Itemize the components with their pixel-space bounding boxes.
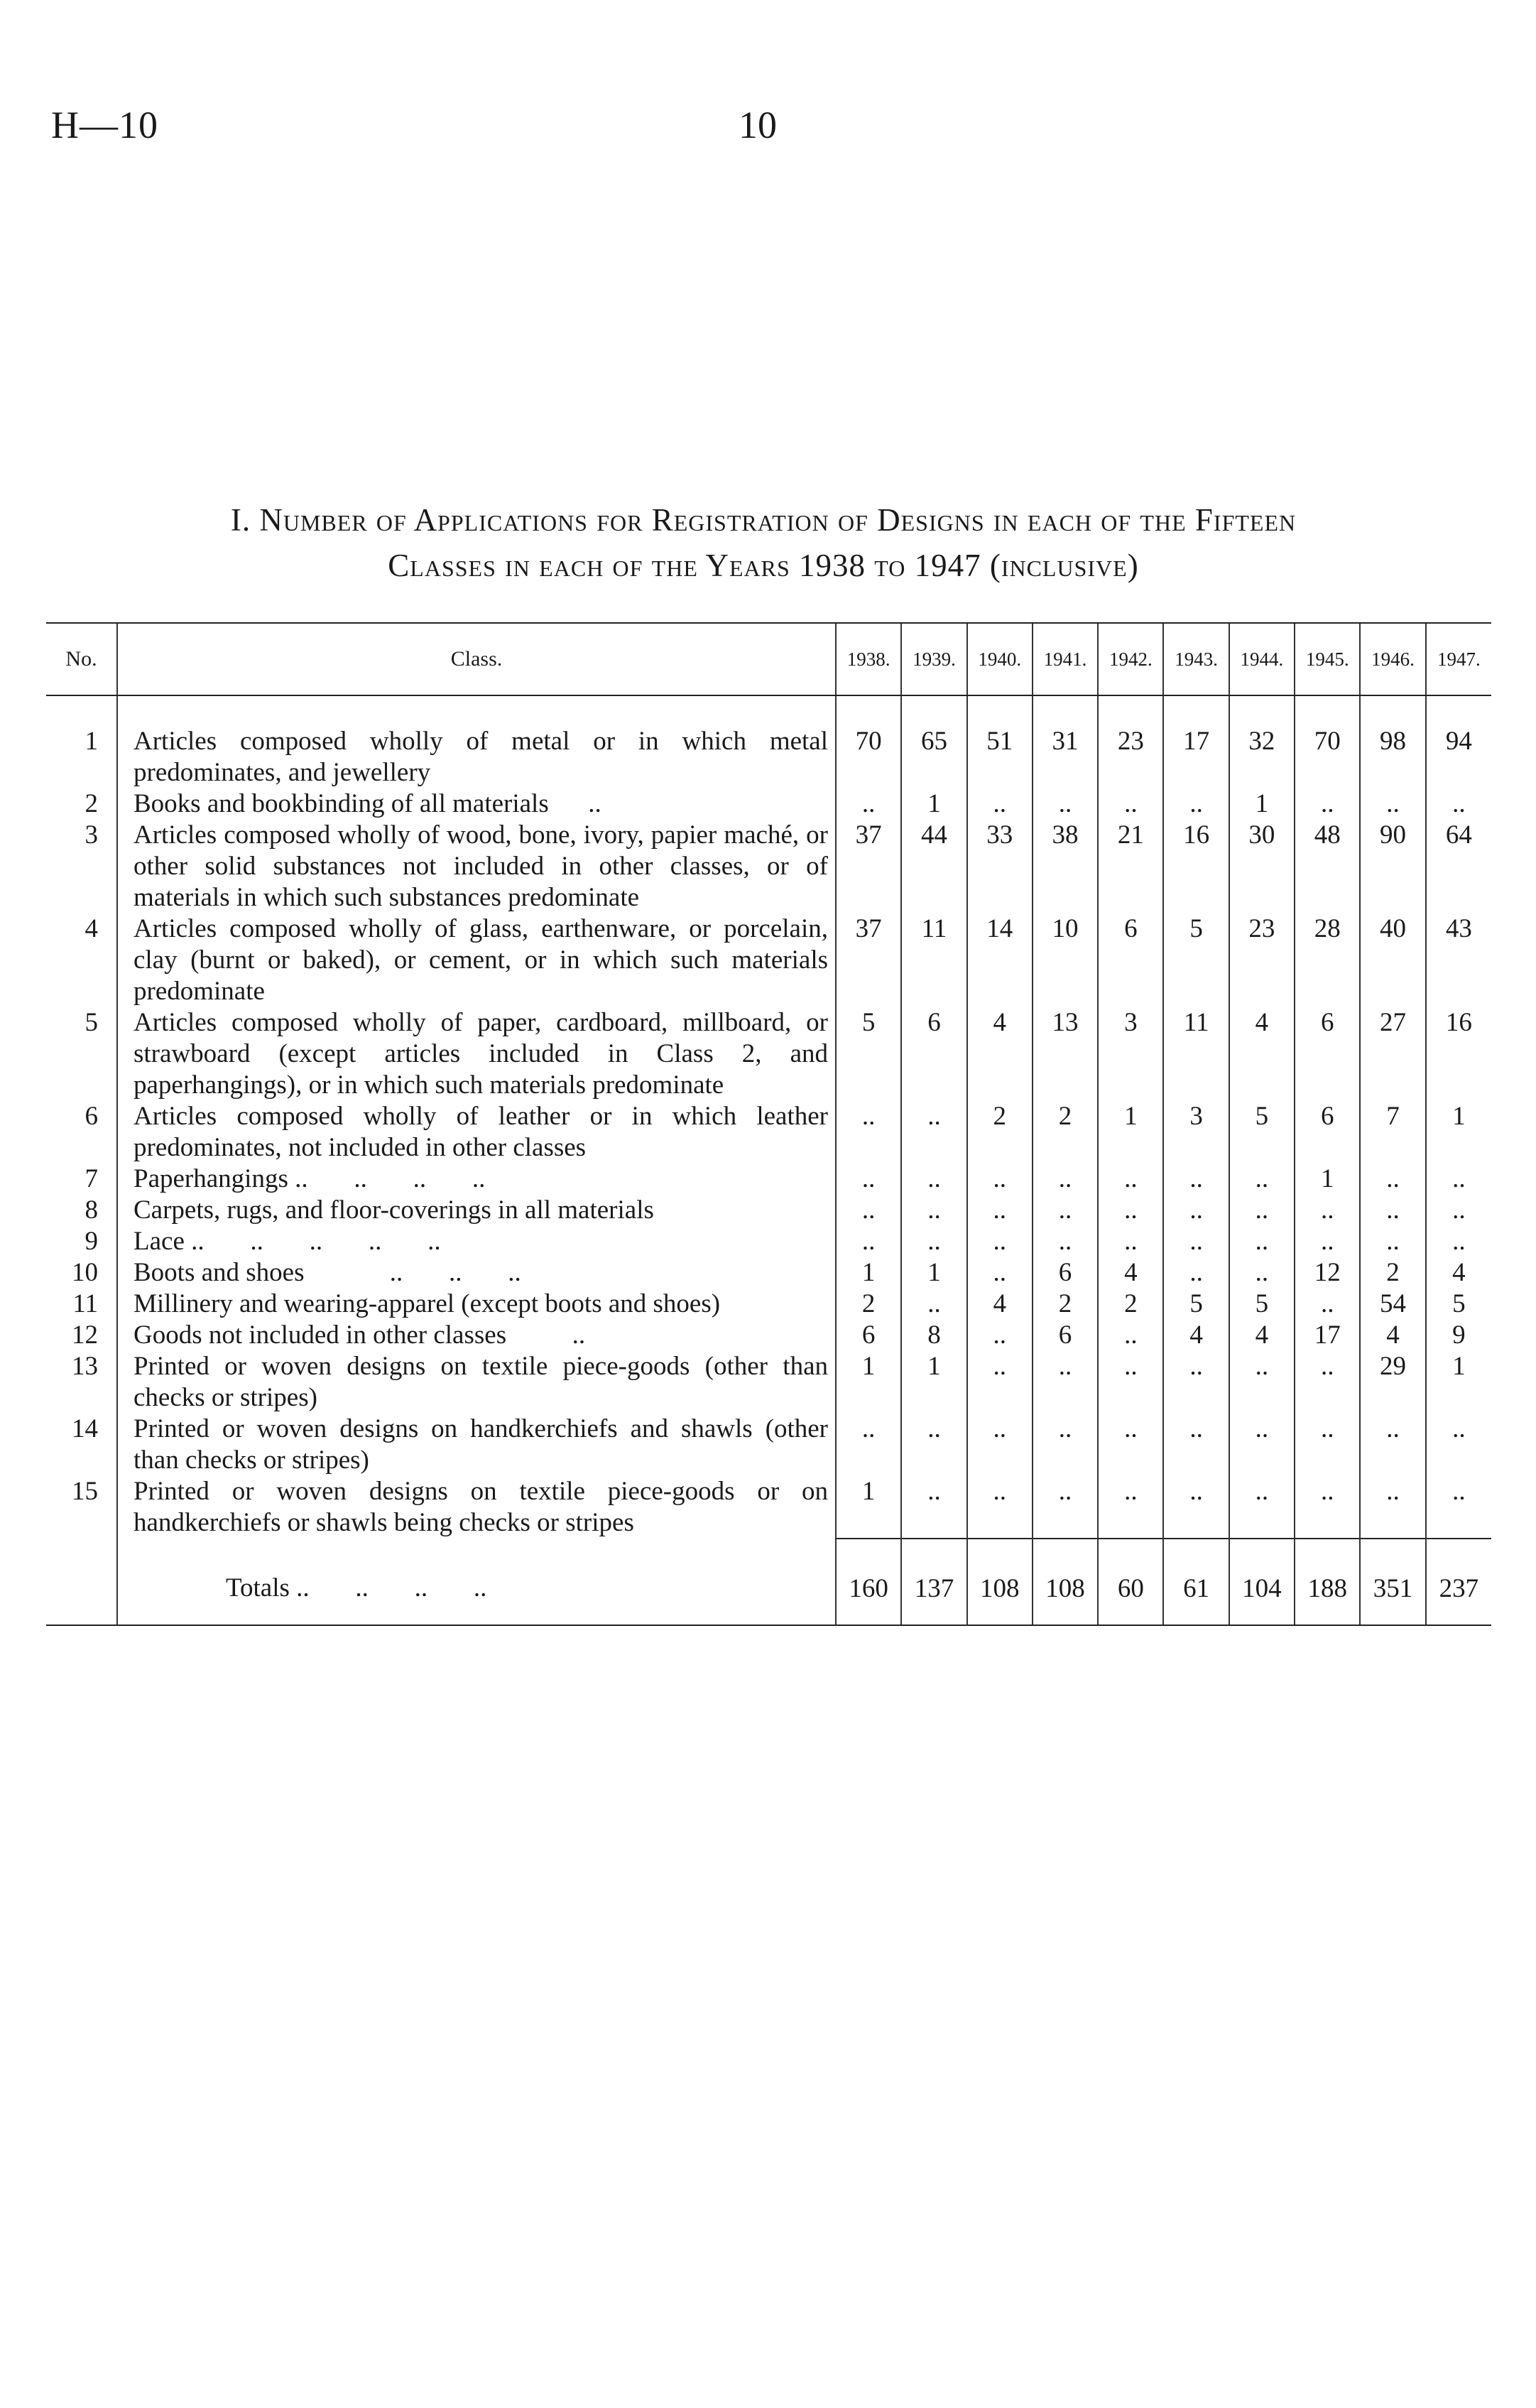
class-description: Articles composed wholly of wood, bone, ivory, papier maché, or other solid substances not included in other classes, or of materials in which such substances predominate bbox=[117, 820, 836, 913]
header-year: 1945. bbox=[1295, 623, 1360, 695]
year-value: .. bbox=[1163, 788, 1229, 820]
table-row bbox=[46, 1226, 1491, 1257]
year-value: 9 bbox=[1426, 1320, 1491, 1351]
year-value: .. bbox=[1295, 1476, 1360, 1539]
row-number: 12 bbox=[72, 1320, 98, 1350]
class-description: Articles composed wholly of glass, earthenware, or porcelain, clay (burnt or baked), or cement, or in which such materials predominate bbox=[117, 913, 836, 1007]
year-value: .. bbox=[1360, 788, 1425, 820]
year-value: .. bbox=[1098, 788, 1163, 820]
year-value: .. bbox=[967, 1226, 1033, 1257]
year-value: .. bbox=[901, 1414, 966, 1476]
year-value: .. bbox=[1426, 1164, 1491, 1195]
totals-row bbox=[46, 1539, 1491, 1625]
year-value: .. bbox=[967, 1164, 1033, 1195]
class-description: Articles composed wholly of leather or in which leather predominates, not included in other classes bbox=[117, 1101, 836, 1164]
totals-value: 237 bbox=[1426, 1539, 1491, 1625]
year-value: .. bbox=[1098, 1226, 1163, 1257]
table-body bbox=[46, 695, 1491, 1625]
year-value: .. bbox=[836, 788, 901, 820]
row-number: 7 bbox=[85, 1164, 98, 1193]
class-description: Printed or woven designs on textile piece-goods (other than checks or stripes) bbox=[117, 1351, 836, 1414]
year-value: 1 bbox=[1426, 1351, 1491, 1414]
year-value: .. bbox=[1033, 1351, 1098, 1414]
year-value: .. bbox=[1295, 1289, 1360, 1320]
year-value: .. bbox=[1163, 1414, 1229, 1476]
year-value: 33 bbox=[967, 820, 1033, 913]
table-row bbox=[46, 788, 1491, 820]
year-value: 6 bbox=[1098, 913, 1163, 1007]
year-value: 7 bbox=[1360, 1101, 1425, 1164]
year-value: .. bbox=[1295, 1351, 1360, 1414]
table-row bbox=[46, 1289, 1491, 1320]
page-id: H—10 bbox=[51, 104, 158, 146]
year-value: 70 bbox=[1295, 695, 1360, 788]
year-value: 5 bbox=[1163, 1289, 1229, 1320]
class-description: Lace .. .. .. .. .. bbox=[117, 1226, 836, 1257]
class-description: Printed or woven designs on textile piece-goods or on handkerchiefs or shawls being checks or stripes bbox=[117, 1476, 836, 1539]
year-value: 5 bbox=[1229, 1289, 1295, 1320]
header-year: 1941. bbox=[1033, 623, 1098, 695]
year-value: 11 bbox=[1163, 1007, 1229, 1101]
year-value: 31 bbox=[1033, 695, 1098, 788]
year-value: .. bbox=[836, 1195, 901, 1226]
totals-value: 61 bbox=[1163, 1539, 1229, 1625]
year-value: 4 bbox=[1229, 1007, 1295, 1101]
year-value: 37 bbox=[836, 913, 901, 1007]
table-row bbox=[46, 1476, 1491, 1539]
year-value: 1 bbox=[1426, 1101, 1491, 1164]
table-row bbox=[46, 1414, 1491, 1476]
year-value: 29 bbox=[1360, 1351, 1425, 1414]
year-value: .. bbox=[1098, 1414, 1163, 1476]
year-value: .. bbox=[1360, 1164, 1425, 1195]
year-value: 1 bbox=[836, 1351, 901, 1414]
year-value: 2 bbox=[967, 1101, 1033, 1164]
year-value: 6 bbox=[1295, 1101, 1360, 1164]
year-value: 11 bbox=[901, 913, 966, 1007]
year-value: 90 bbox=[1360, 820, 1425, 913]
year-value: 98 bbox=[1360, 695, 1425, 788]
year-value: 2 bbox=[1360, 1257, 1425, 1289]
year-value: 1 bbox=[1229, 788, 1295, 820]
year-value: .. bbox=[1295, 1414, 1360, 1476]
totals-number-cell bbox=[46, 1539, 117, 1625]
year-value: 43 bbox=[1426, 913, 1491, 1007]
year-value: .. bbox=[1163, 1226, 1229, 1257]
table-row bbox=[46, 913, 1491, 1007]
year-value: .. bbox=[1033, 1226, 1098, 1257]
table-row bbox=[46, 820, 1491, 913]
year-value: 2 bbox=[1033, 1101, 1098, 1164]
year-value: 94 bbox=[1426, 695, 1491, 788]
year-value: 1 bbox=[901, 1257, 966, 1289]
year-value: .. bbox=[836, 1164, 901, 1195]
totals-value: 108 bbox=[1033, 1539, 1098, 1625]
header-year: 1938. bbox=[836, 623, 901, 695]
table-header-row bbox=[46, 623, 1491, 695]
year-value: 1 bbox=[901, 788, 966, 820]
year-value: 4 bbox=[1163, 1320, 1229, 1351]
year-value: .. bbox=[967, 1257, 1033, 1289]
year-value: .. bbox=[901, 1226, 966, 1257]
header-year: 1944. bbox=[1229, 623, 1295, 695]
table-row bbox=[46, 1007, 1491, 1101]
year-value: .. bbox=[1098, 1164, 1163, 1195]
year-value: .. bbox=[1229, 1351, 1295, 1414]
year-value: 16 bbox=[1426, 1007, 1491, 1101]
year-value: 51 bbox=[967, 695, 1033, 788]
year-value: .. bbox=[901, 1289, 966, 1320]
totals-value: 351 bbox=[1360, 1539, 1425, 1625]
year-value: 1 bbox=[1295, 1164, 1360, 1195]
year-value: 4 bbox=[1426, 1257, 1491, 1289]
year-value: .. bbox=[967, 1476, 1033, 1539]
year-value: 70 bbox=[836, 695, 901, 788]
row-number: 2 bbox=[85, 789, 98, 818]
year-value: .. bbox=[1163, 1476, 1229, 1539]
row-number: 1 bbox=[85, 727, 98, 756]
page-number: 10 bbox=[739, 104, 777, 146]
row-number: 8 bbox=[85, 1195, 98, 1225]
year-value: 3 bbox=[1098, 1007, 1163, 1101]
year-value: 1 bbox=[836, 1257, 901, 1289]
year-value: 6 bbox=[1295, 1007, 1360, 1101]
year-value: .. bbox=[836, 1101, 901, 1164]
year-value: 37 bbox=[836, 820, 901, 913]
year-value: .. bbox=[901, 1476, 966, 1539]
year-value: .. bbox=[1295, 788, 1360, 820]
table-row bbox=[46, 1320, 1491, 1351]
year-value: 40 bbox=[1360, 913, 1425, 1007]
year-value: .. bbox=[1426, 1226, 1491, 1257]
table-title-line-1: I. Number of Applications for Registration of Designs in each of the Fifteen bbox=[230, 502, 1297, 538]
year-value: 32 bbox=[1229, 695, 1295, 788]
bottom-rule bbox=[46, 1625, 1491, 1626]
header-no: No. bbox=[46, 623, 117, 695]
table-row bbox=[46, 1351, 1491, 1414]
year-value: 54 bbox=[1360, 1289, 1425, 1320]
year-value: .. bbox=[1229, 1414, 1295, 1476]
row-number: 3 bbox=[85, 820, 98, 850]
year-value: .. bbox=[1163, 1164, 1229, 1195]
year-value: .. bbox=[1033, 1195, 1098, 1226]
year-value: .. bbox=[836, 1414, 901, 1476]
row-number: 14 bbox=[72, 1414, 98, 1443]
class-description: Boots and shoes .. .. .. bbox=[117, 1257, 836, 1289]
year-value: .. bbox=[1033, 1414, 1098, 1476]
row-number: 15 bbox=[72, 1477, 98, 1506]
table-row bbox=[46, 1195, 1491, 1226]
year-value: .. bbox=[1033, 788, 1098, 820]
year-value: 5 bbox=[1426, 1289, 1491, 1320]
year-value: .. bbox=[1033, 1476, 1098, 1539]
year-value: 8 bbox=[901, 1320, 966, 1351]
year-value: 64 bbox=[1426, 820, 1491, 913]
totals-value: 160 bbox=[836, 1539, 901, 1625]
year-value: .. bbox=[1163, 1351, 1229, 1414]
class-description: Books and bookbinding of all materials .. bbox=[117, 788, 836, 820]
year-value: 3 bbox=[1163, 1101, 1229, 1164]
year-value: .. bbox=[901, 1101, 966, 1164]
year-value: .. bbox=[1229, 1195, 1295, 1226]
year-value: 48 bbox=[1295, 820, 1360, 913]
year-value: .. bbox=[1229, 1257, 1295, 1289]
header-year: 1942. bbox=[1098, 623, 1163, 695]
year-value: 2 bbox=[1033, 1289, 1098, 1320]
row-number: 5 bbox=[85, 1008, 98, 1037]
year-value: .. bbox=[967, 788, 1033, 820]
year-value: .. bbox=[1098, 1476, 1163, 1539]
year-value: 6 bbox=[1033, 1257, 1098, 1289]
table-row bbox=[46, 1164, 1491, 1195]
year-value: .. bbox=[836, 1226, 901, 1257]
year-value: .. bbox=[1098, 1320, 1163, 1351]
designs-table bbox=[46, 622, 1491, 1625]
year-value: .. bbox=[1426, 1195, 1491, 1226]
year-value: 17 bbox=[1295, 1320, 1360, 1351]
year-value: .. bbox=[1098, 1195, 1163, 1226]
header-year: 1947. bbox=[1426, 623, 1491, 695]
year-value: .. bbox=[967, 1320, 1033, 1351]
row-number: 9 bbox=[85, 1227, 98, 1256]
year-value: .. bbox=[1360, 1195, 1425, 1226]
class-description: Goods not included in other classes .. bbox=[117, 1320, 836, 1351]
year-value: 12 bbox=[1295, 1257, 1360, 1289]
year-value: .. bbox=[1360, 1476, 1425, 1539]
year-value: 65 bbox=[901, 695, 966, 788]
totals-value: 108 bbox=[967, 1539, 1033, 1625]
year-value: .. bbox=[967, 1351, 1033, 1414]
year-value: 1 bbox=[1098, 1101, 1163, 1164]
totals-value: 137 bbox=[901, 1539, 966, 1625]
year-value: 5 bbox=[836, 1007, 901, 1101]
class-description: Articles composed wholly of paper, cardboard, millboard, or strawboard (except articles included in Class 2, and paperhangings), or in which such materials predominate bbox=[117, 1007, 836, 1101]
class-description: Carpets, rugs, and floor-coverings in all materials bbox=[117, 1195, 836, 1226]
year-value: .. bbox=[1163, 1195, 1229, 1226]
year-value: .. bbox=[1229, 1476, 1295, 1539]
year-value: 4 bbox=[1360, 1320, 1425, 1351]
year-value: 1 bbox=[901, 1351, 966, 1414]
year-value: .. bbox=[1163, 1257, 1229, 1289]
year-value: 13 bbox=[1033, 1007, 1098, 1101]
year-value: 6 bbox=[901, 1007, 966, 1101]
year-value: .. bbox=[1426, 1476, 1491, 1539]
year-value: .. bbox=[1360, 1414, 1425, 1476]
row-number: 13 bbox=[72, 1352, 98, 1381]
year-value: .. bbox=[1295, 1226, 1360, 1257]
table-row bbox=[46, 1101, 1491, 1164]
year-value: 5 bbox=[1163, 913, 1229, 1007]
header-class: Class. bbox=[117, 623, 836, 695]
year-value: .. bbox=[1229, 1226, 1295, 1257]
year-value: 10 bbox=[1033, 913, 1098, 1007]
class-description: Millinery and wearing-apparel (except boots and shoes) bbox=[117, 1289, 836, 1320]
table-row bbox=[46, 1257, 1491, 1289]
table-title bbox=[43, 497, 1484, 588]
year-value: 27 bbox=[1360, 1007, 1425, 1101]
table-row bbox=[46, 695, 1491, 788]
class-description: Printed or woven designs on handkerchiefs and shawls (other than checks or stripes) bbox=[117, 1414, 836, 1476]
year-value: 44 bbox=[901, 820, 966, 913]
totals-value: 60 bbox=[1098, 1539, 1163, 1625]
year-value: 38 bbox=[1033, 820, 1098, 913]
year-value: 2 bbox=[1098, 1289, 1163, 1320]
year-value: 1 bbox=[836, 1476, 901, 1539]
year-value: 21 bbox=[1098, 820, 1163, 913]
row-number: 4 bbox=[85, 914, 98, 943]
table-title-line-2: Classes in each of the Years 1938 to 1947 (inclusive) bbox=[388, 548, 1139, 583]
row-number: 10 bbox=[72, 1258, 98, 1287]
totals-value: 188 bbox=[1295, 1539, 1360, 1625]
year-value: 4 bbox=[1098, 1257, 1163, 1289]
year-value: 23 bbox=[1229, 913, 1295, 1007]
header-year: 1946. bbox=[1360, 623, 1425, 695]
year-value: .. bbox=[967, 1414, 1033, 1476]
year-value: .. bbox=[901, 1164, 966, 1195]
year-value: 6 bbox=[836, 1320, 901, 1351]
row-number: 6 bbox=[85, 1102, 98, 1131]
year-value: 4 bbox=[967, 1289, 1033, 1320]
year-value: 16 bbox=[1163, 820, 1229, 913]
year-value: 30 bbox=[1229, 820, 1295, 913]
row-number: 11 bbox=[72, 1289, 98, 1318]
header-year: 1940. bbox=[967, 623, 1033, 695]
year-value: .. bbox=[1229, 1164, 1295, 1195]
totals-label: Totals .. .. .. .. bbox=[117, 1539, 836, 1625]
class-description: Paperhangings .. .. .. .. bbox=[117, 1164, 836, 1195]
class-description: Articles composed wholly of metal or in which metal predominates, and jewellery bbox=[117, 695, 836, 788]
year-value: 23 bbox=[1098, 695, 1163, 788]
year-value: 17 bbox=[1163, 695, 1229, 788]
year-value: .. bbox=[1360, 1226, 1425, 1257]
header-year: 1939. bbox=[901, 623, 966, 695]
year-value: 4 bbox=[967, 1007, 1033, 1101]
year-value: 14 bbox=[967, 913, 1033, 1007]
year-value: .. bbox=[1426, 788, 1491, 820]
year-value: 28 bbox=[1295, 913, 1360, 1007]
year-value: 2 bbox=[836, 1289, 901, 1320]
year-value: 6 bbox=[1033, 1320, 1098, 1351]
year-value: .. bbox=[1098, 1351, 1163, 1414]
year-value: 4 bbox=[1229, 1320, 1295, 1351]
year-value: .. bbox=[901, 1195, 966, 1226]
year-value: 5 bbox=[1229, 1101, 1295, 1164]
year-value: .. bbox=[1426, 1414, 1491, 1476]
year-value: .. bbox=[967, 1195, 1033, 1226]
designs-table-container bbox=[46, 622, 1491, 1626]
year-value: .. bbox=[1295, 1195, 1360, 1226]
totals-value: 104 bbox=[1229, 1539, 1295, 1625]
header-year: 1943. bbox=[1163, 623, 1229, 695]
year-value: .. bbox=[1033, 1164, 1098, 1195]
